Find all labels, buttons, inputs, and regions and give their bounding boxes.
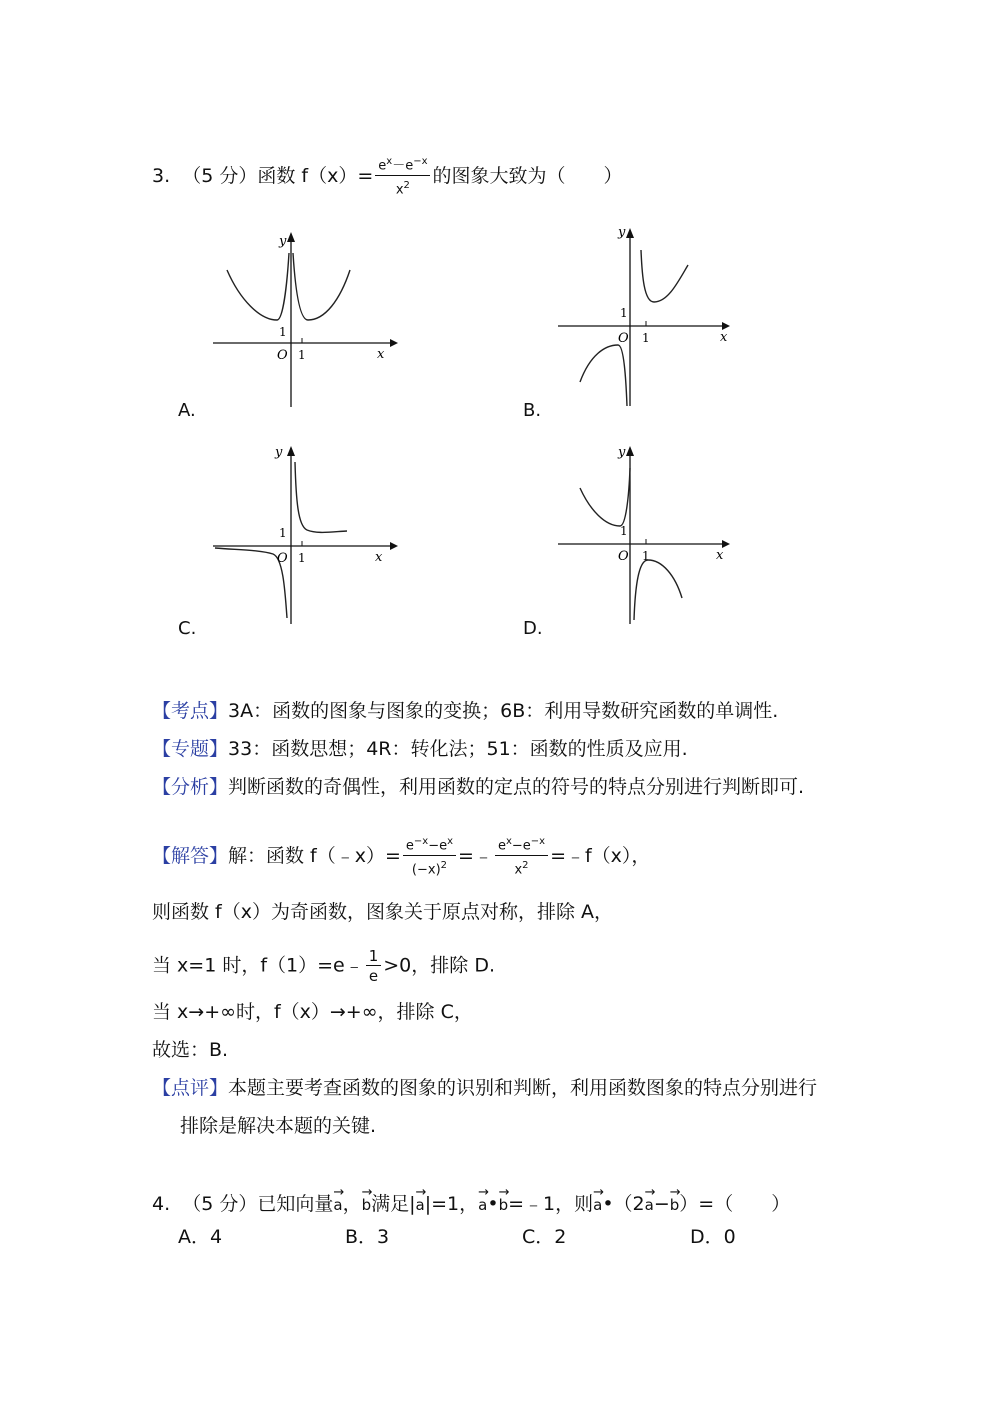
vector-b-expr: → b bbox=[670, 1186, 680, 1218]
jieda-lead: 解：函数 f（﹣x）= bbox=[228, 844, 401, 867]
q3-stem bbox=[152, 154, 623, 199]
q4-option-d: D．0 bbox=[690, 1226, 736, 1248]
graph-c-tick-x: 1 bbox=[298, 551, 306, 565]
line3-num: 1 bbox=[366, 948, 382, 966]
jieda-tag: 【解答】 bbox=[152, 844, 229, 867]
vector-a-expr: → a bbox=[593, 1186, 602, 1218]
q4-bullet: •（2 bbox=[602, 1193, 645, 1215]
jieda-mid: =﹣ bbox=[458, 844, 493, 867]
graph-d bbox=[550, 440, 750, 630]
jieda-fraction-1 bbox=[403, 834, 456, 879]
f1-sup1: −x bbox=[413, 836, 429, 847]
graph-a-origin: O bbox=[277, 348, 288, 363]
q4-stem bbox=[152, 1186, 790, 1218]
frac-den-sup: 2 bbox=[403, 180, 410, 192]
q4-number: 4. bbox=[152, 1193, 171, 1215]
graph-b-tick-x: 1 bbox=[642, 331, 650, 345]
jieda-fraction-2 bbox=[495, 834, 548, 879]
graph-b-x-label: x bbox=[720, 330, 728, 345]
dianping-tag: 【点评】 bbox=[152, 1077, 229, 1099]
dianping-line-2: 排除是解决本题的关键. bbox=[180, 1115, 377, 1137]
solution-line-5: 故选：B. bbox=[152, 1039, 229, 1061]
f1-den-sup: 2 bbox=[440, 860, 448, 872]
q4-option-a: A．4 bbox=[178, 1226, 223, 1248]
graph-d-y-label: y bbox=[618, 445, 626, 460]
jieda-line bbox=[152, 834, 650, 879]
zhuanti-line bbox=[152, 736, 688, 762]
graph-b bbox=[550, 220, 750, 410]
vector-a-expr2: → a bbox=[645, 1186, 654, 1218]
option-a: A. bbox=[178, 400, 196, 421]
vector-a-abs: → a bbox=[416, 1186, 425, 1218]
graph-a bbox=[205, 225, 405, 415]
q4-comma: ， bbox=[342, 1193, 362, 1215]
jieda-tail: =﹣f（x）， bbox=[550, 844, 651, 867]
vector-a: → a bbox=[333, 1186, 342, 1218]
option-d: D. bbox=[523, 618, 543, 639]
graph-b-y-label: y bbox=[618, 225, 626, 240]
graph-d-tick-x: 1 bbox=[642, 549, 650, 563]
graph-c-tick-y: 1 bbox=[279, 526, 287, 540]
graph-a-tick-y: 1 bbox=[279, 325, 287, 339]
option-b: B. bbox=[523, 400, 542, 421]
solution-line-4: 当 x→+∞时，f（x）→+∞，排除 C， bbox=[152, 1001, 473, 1023]
q4-minus: − bbox=[653, 1193, 670, 1215]
vector-a-dot: → a bbox=[478, 1186, 487, 1218]
q3-tail: 的图象大致为（ ） bbox=[432, 164, 623, 187]
q3-score: （5 分）函数 f（x）= bbox=[182, 164, 374, 187]
line3-tail: >0，排除 D. bbox=[383, 954, 495, 977]
graph-d-x-label: x bbox=[716, 548, 724, 563]
f2-sup2: −x bbox=[530, 836, 546, 847]
solution-line-3 bbox=[152, 948, 495, 984]
q4-lead: （5 分）已知向量 bbox=[182, 1193, 334, 1215]
graph-c-origin: O bbox=[277, 551, 288, 566]
q3-fraction bbox=[375, 154, 430, 199]
q4-close: ）=（ ） bbox=[679, 1193, 791, 1215]
graph-a-x-label: x bbox=[377, 347, 385, 362]
frac-num-e1: e bbox=[378, 158, 387, 174]
solution-line-2: 则函数 f（x）为奇函数，图象关于原点对称，排除 A， bbox=[152, 901, 614, 923]
f1-sup2: x bbox=[447, 836, 454, 847]
q3-number: 3. bbox=[152, 164, 171, 187]
frac-sup2: −x bbox=[413, 156, 428, 167]
vector-b: → b bbox=[362, 1186, 372, 1218]
graph-b-tick-y: 1 bbox=[620, 306, 628, 320]
graph-d-origin: O bbox=[618, 549, 629, 564]
line3-lead: 当 x=1 时，f（1）=e﹣ bbox=[152, 954, 364, 977]
f1-den: (−x) bbox=[411, 862, 441, 878]
graph-c-x-label: x bbox=[375, 550, 383, 565]
graph-a-tick-x: 1 bbox=[298, 348, 306, 362]
graph-d-tick-y: 1 bbox=[620, 524, 628, 538]
q4-option-b: B．3 bbox=[345, 1226, 390, 1248]
frac-den: x bbox=[395, 182, 404, 198]
option-c: C. bbox=[178, 618, 197, 639]
zhuanti-text: 33：函数思想；4R：转化法；51：函数的性质及应用. bbox=[228, 738, 688, 760]
frac-num-e2: －e bbox=[392, 158, 414, 174]
q4-cond1: 满足| bbox=[371, 1193, 416, 1215]
q4-cond2-tail: =﹣1，则 bbox=[508, 1193, 594, 1215]
graph-a-y-label: y bbox=[279, 234, 287, 249]
f2-num: e bbox=[497, 838, 506, 854]
graph-c-y-label: y bbox=[275, 445, 283, 460]
zhuanti-tag: 【专题】 bbox=[152, 738, 229, 760]
fenxi-text: 判断函数的奇偶性，利用函数的定点的符号的特点分别进行判断即可. bbox=[228, 776, 805, 798]
q4-cond1-tail: |=1， bbox=[424, 1193, 479, 1215]
kaodian-text: 3A：函数的图象与图象的变换；6B：利用导数研究函数的单调性. bbox=[228, 700, 779, 722]
dianping-line-1 bbox=[152, 1075, 817, 1101]
kaodian-tag: 【考点】 bbox=[152, 700, 229, 722]
graph-c bbox=[205, 440, 405, 630]
dianping-text-1: 本题主要考查函数的图象的识别和判断，利用函数图象的特点分别进行 bbox=[228, 1077, 818, 1099]
q4-option-c: C．2 bbox=[522, 1226, 567, 1248]
line3-den: e bbox=[368, 967, 379, 985]
f1-num: e bbox=[405, 838, 414, 854]
f1-mid: −e bbox=[428, 838, 448, 854]
graph-b-origin: O bbox=[618, 331, 629, 346]
vector-b-dot: → b bbox=[499, 1186, 509, 1218]
f2-den: x bbox=[514, 862, 523, 878]
q4-dot: • bbox=[487, 1193, 499, 1215]
f2-mid: −e bbox=[511, 838, 531, 854]
f2-den-sup: 2 bbox=[522, 860, 529, 872]
fenxi-line bbox=[152, 774, 804, 800]
f2-sup1: x bbox=[505, 836, 512, 847]
line3-fraction bbox=[366, 948, 382, 984]
frac-sup1: x bbox=[386, 156, 393, 167]
kaodian-line bbox=[152, 698, 778, 724]
fenxi-tag: 【分析】 bbox=[152, 776, 229, 798]
